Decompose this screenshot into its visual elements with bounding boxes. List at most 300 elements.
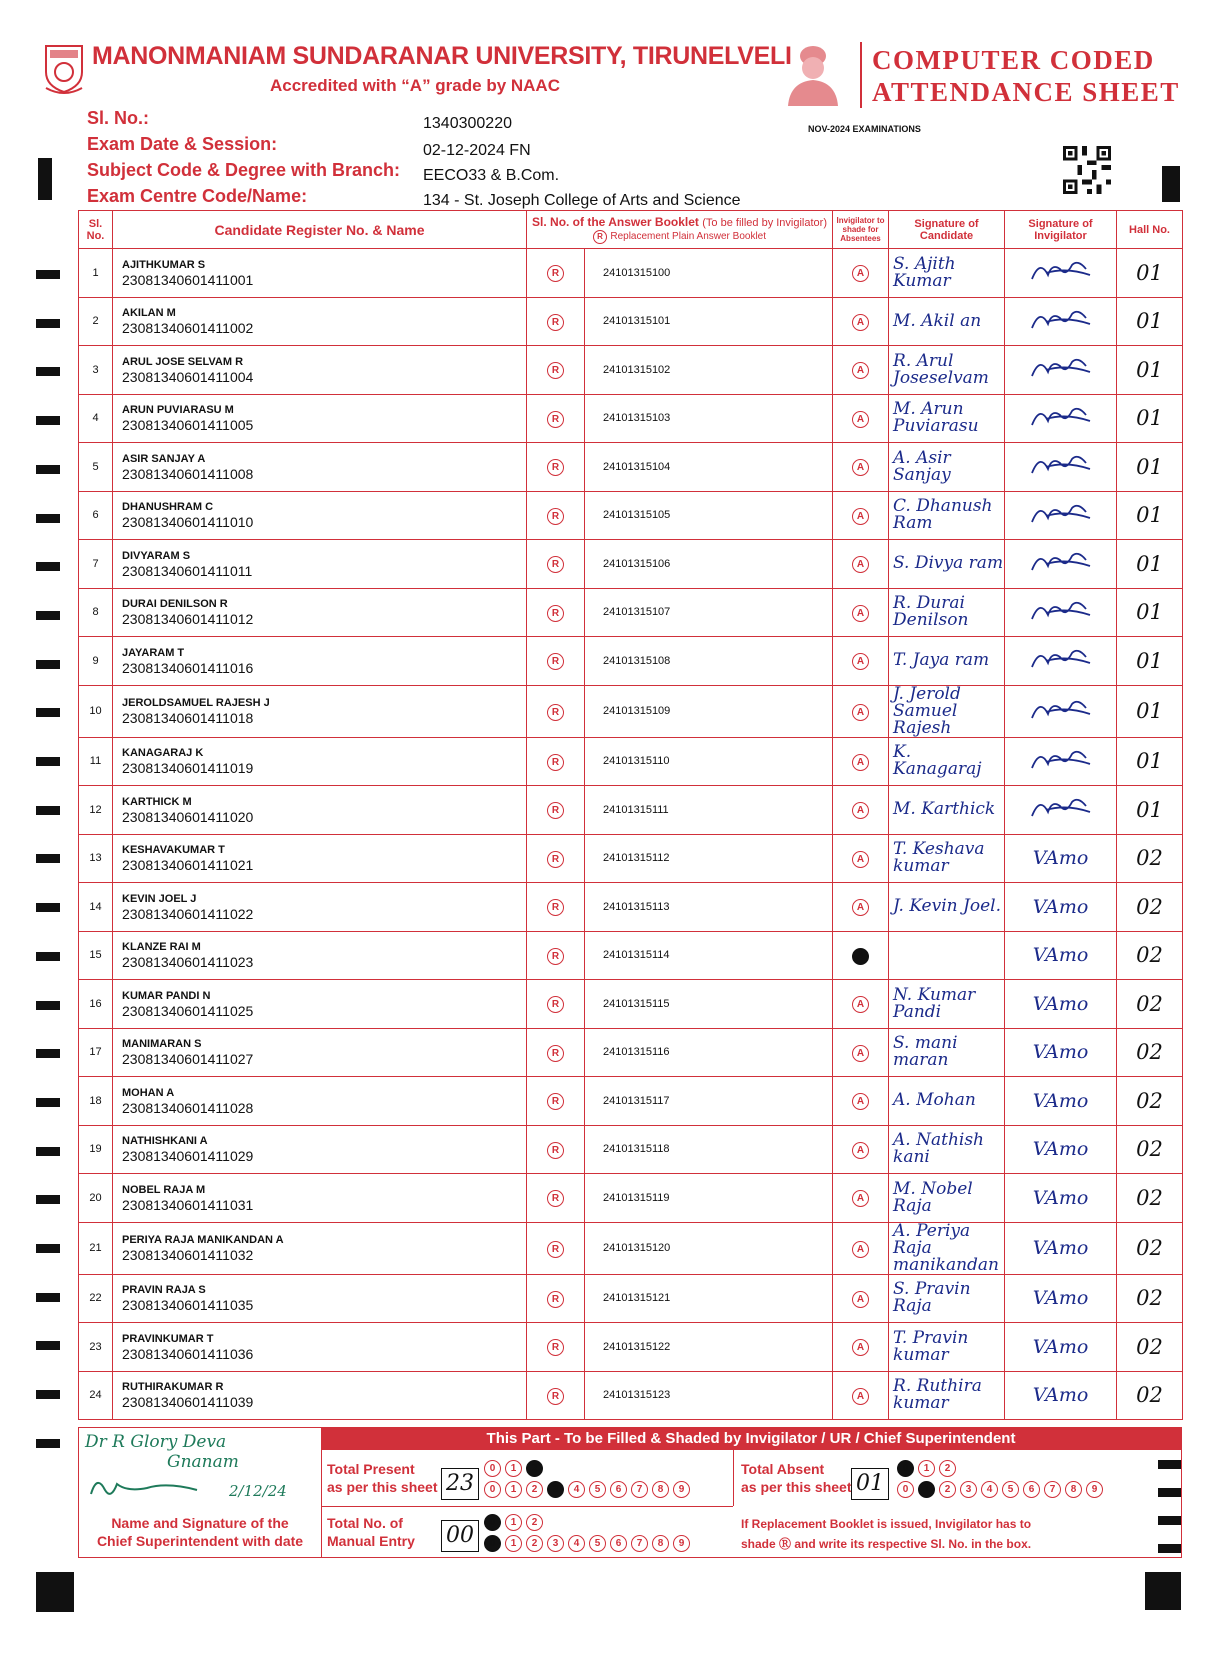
row-sl: 8 xyxy=(79,588,113,637)
register-number: 23081340601411023 xyxy=(122,954,254,971)
row-candidate xyxy=(113,685,527,737)
row-candidate xyxy=(113,346,527,395)
digit-bubble[interactable]: 2 xyxy=(526,1535,543,1552)
absent-bubble[interactable]: A xyxy=(852,1142,869,1159)
digit-bubble[interactable]: 7 xyxy=(631,1535,648,1552)
present-tens-bubbles xyxy=(484,1460,543,1477)
col-booklet-note: (To be filled by Invigilator) xyxy=(702,216,827,229)
replacement-bubble[interactable]: R xyxy=(547,653,564,670)
row-replacement xyxy=(527,883,585,932)
candidate-signature: R. Arul Joseselvam xyxy=(889,346,1005,395)
candidate-name: JAYARAM T xyxy=(122,646,185,659)
absent-bubble[interactable]: A xyxy=(852,996,869,1013)
absent-bubble[interactable]: A xyxy=(852,362,869,379)
replacement-note-line1: If Replacement Booklet is issued, Invigilator has to xyxy=(741,1517,1032,1531)
row-sl: 13 xyxy=(79,834,113,883)
timing-mark xyxy=(36,319,60,328)
row-candidate xyxy=(113,540,527,589)
university-logo xyxy=(42,42,86,96)
timing-mark xyxy=(1145,1572,1181,1610)
absent-bubble[interactable]: A xyxy=(852,653,869,670)
register-number: 23081340601411039 xyxy=(122,1394,254,1411)
row-sl: 22 xyxy=(79,1274,113,1323)
absent-bubble[interactable]: A xyxy=(852,459,869,476)
row-sl: 21 xyxy=(79,1222,113,1274)
present-label xyxy=(327,1460,438,1496)
digit-bubble[interactable]: 3 xyxy=(547,1481,564,1498)
row-candidate xyxy=(113,1174,527,1223)
candidate-name: DURAI DENILSON R xyxy=(122,598,228,611)
invigilator-signature-mark xyxy=(1026,608,1096,630)
row-sl: 4 xyxy=(79,394,113,443)
digit-bubble[interactable]: 2 xyxy=(526,1481,543,1498)
row-replacement xyxy=(527,737,585,786)
invigilator-signature-mark xyxy=(1026,462,1096,484)
register-number: 23081340601411021 xyxy=(122,857,254,874)
row-candidate xyxy=(113,297,527,346)
register-number: 23081340601411012 xyxy=(122,611,254,628)
candidate-signature: A. Mohan xyxy=(889,1077,1005,1126)
invigilator-signature-text: VAmo xyxy=(1032,1186,1089,1209)
timing-mark xyxy=(36,1341,60,1350)
digit-bubble[interactable]: 0 xyxy=(484,1514,501,1531)
invigilator-signature-text: VAmo xyxy=(1032,895,1089,918)
section-banner: This Part - To be Filled & Shaded by Invigilator / UR / Chief Superintendent xyxy=(321,1428,1181,1450)
booklet-number: 24101315120 xyxy=(585,1222,833,1274)
manual-units-bubbles xyxy=(484,1535,690,1552)
manual-label-line1: Total No. of xyxy=(327,1515,403,1531)
invigilator-signature-text: VAmo xyxy=(1032,1384,1089,1407)
absent-bubble[interactable]: A xyxy=(852,1190,869,1207)
row-replacement xyxy=(527,588,585,637)
absent-bubble[interactable]: A xyxy=(852,899,869,916)
absent-bubble[interactable]: A xyxy=(852,314,869,331)
row-absent xyxy=(833,737,889,786)
digit-bubble[interactable]: 4 xyxy=(568,1535,585,1552)
table-row xyxy=(79,491,1183,540)
manual-label-line2: Manual Entry xyxy=(327,1533,415,1549)
candidate-signature: S. Ajith Kumar xyxy=(889,249,1005,298)
manual-entry-box[interactable]: 00 xyxy=(441,1520,479,1552)
digit-bubble[interactable]: 1 xyxy=(505,1460,522,1477)
timing-mark xyxy=(36,854,60,863)
booklet-number: 24101315108 xyxy=(585,637,833,686)
absent-bubble[interactable]: A xyxy=(852,802,869,819)
invigilator-signature xyxy=(1005,1077,1117,1126)
invigilator-signature xyxy=(1005,685,1117,737)
invigilator-signature-mark xyxy=(1026,365,1096,387)
register-number: 23081340601411020 xyxy=(122,808,254,825)
row-candidate xyxy=(113,980,527,1029)
digit-bubble[interactable]: 2 xyxy=(939,1460,956,1477)
row-absent xyxy=(833,1222,889,1274)
absent-bubble[interactable]: A xyxy=(852,265,869,282)
table-row xyxy=(79,737,1183,786)
booklet-number: 24101315114 xyxy=(585,931,833,980)
candidate-signature: M. Arun Puviarasu xyxy=(889,394,1005,443)
replacement-bubble[interactable]: R xyxy=(547,508,564,525)
digit-bubble[interactable]: 1 xyxy=(505,1535,522,1552)
candidate-name: KESHAVAKUMAR T xyxy=(122,844,225,857)
booklet-number: 24101315104 xyxy=(585,443,833,492)
col-sig-invigilator: Signature of Invigilator xyxy=(1005,211,1117,249)
row-candidate xyxy=(113,491,527,540)
timing-mark xyxy=(36,806,60,815)
hall-number: 02 xyxy=(1117,1125,1183,1174)
timing-mark xyxy=(36,708,60,717)
table-row xyxy=(79,1028,1183,1077)
invigilator-signature xyxy=(1005,540,1117,589)
digit-bubble[interactable]: 1 xyxy=(505,1514,522,1531)
candidate-signature: R. Durai Denilson xyxy=(889,588,1005,637)
timing-mark xyxy=(36,1195,60,1204)
hall-number: 01 xyxy=(1117,443,1183,492)
timing-mark xyxy=(38,158,52,200)
invigilator-signature-text: VAmo xyxy=(1032,1335,1089,1358)
exam-session-tag: NOV-2024 EXAMINATIONS xyxy=(808,124,921,134)
row-sl: 15 xyxy=(79,931,113,980)
candidate-name: KEVIN JOEL J xyxy=(122,892,197,905)
present-count-box[interactable]: 23 xyxy=(441,1468,479,1500)
replacement-bubble[interactable]: R xyxy=(547,1093,564,1110)
timing-mark xyxy=(36,367,60,376)
exam-date-label: Exam Date & Session: xyxy=(87,134,278,154)
replacement-bubble[interactable]: R xyxy=(547,411,564,428)
booklet-number: 24101315103 xyxy=(585,394,833,443)
table-row xyxy=(79,297,1183,346)
timing-mark xyxy=(36,1244,60,1253)
replacement-bubble[interactable]: R xyxy=(547,704,564,721)
absent-bubble[interactable]: A xyxy=(852,508,869,525)
invigilator-signature-text: VAmo xyxy=(1032,944,1089,967)
candidate-signature: R. Ruthira kumar xyxy=(889,1371,1005,1420)
candidate-name: MANIMARAN S xyxy=(122,1038,202,1051)
table-row xyxy=(79,1323,1183,1372)
replacement-bubble[interactable]: R xyxy=(547,754,564,771)
replacement-bubble[interactable]: R xyxy=(547,1190,564,1207)
candidate-signature: N. Kumar Pandi xyxy=(889,980,1005,1029)
invigilator-signature-text: VAmo xyxy=(1032,992,1089,1015)
replacement-bubble[interactable]: R xyxy=(547,265,564,282)
row-absent xyxy=(833,834,889,883)
table-row xyxy=(79,540,1183,589)
row-sl: 1 xyxy=(79,249,113,298)
row-candidate xyxy=(113,394,527,443)
centre-value: 134 - St. Joseph College of Arts and Science xyxy=(423,192,741,209)
candidate-signature: S. mani maran xyxy=(889,1028,1005,1077)
replacement-bubble[interactable]: R xyxy=(547,1388,564,1405)
row-replacement xyxy=(527,1125,585,1174)
replacement-bubble[interactable]: R xyxy=(547,605,564,622)
hall-number: 02 xyxy=(1117,1274,1183,1323)
booklet-number: 24101315118 xyxy=(585,1125,833,1174)
row-absent xyxy=(833,1077,889,1126)
candidate-signature: M. Akil an xyxy=(889,297,1005,346)
hall-number: 02 xyxy=(1117,883,1183,932)
col-booklet xyxy=(527,211,833,249)
replacement-bubble[interactable]: R xyxy=(547,556,564,573)
candidate-signature: T. Jaya ram xyxy=(889,637,1005,686)
manual-entry-label xyxy=(327,1514,415,1550)
row-replacement xyxy=(527,540,585,589)
row-candidate xyxy=(113,786,527,835)
row-sl: 7 xyxy=(79,540,113,589)
divider xyxy=(733,1450,734,1506)
absent-label-line1: Total Absent xyxy=(741,1461,825,1477)
row-replacement xyxy=(527,1174,585,1223)
booklet-number: 24101315119 xyxy=(585,1174,833,1223)
replacement-bubble[interactable]: R xyxy=(547,314,564,331)
booklet-number: 24101315110 xyxy=(585,737,833,786)
invigilator-signature-text: VAmo xyxy=(1032,847,1089,870)
absent-bubble[interactable]: A xyxy=(852,1339,869,1356)
table-row xyxy=(79,1174,1183,1223)
register-number: 23081340601411011 xyxy=(122,562,253,579)
candidate-signature: M. Nobel Raja xyxy=(889,1174,1005,1223)
digit-bubble[interactable]: 1 xyxy=(918,1460,935,1477)
timing-mark xyxy=(1162,166,1180,202)
invigilator-signature xyxy=(1005,249,1117,298)
digit-bubble[interactable]: 9 xyxy=(673,1481,690,1498)
digit-bubble[interactable]: 5 xyxy=(1002,1481,1019,1498)
invigilator-signature-mark xyxy=(1026,757,1096,779)
present-label-line1: Total Present xyxy=(327,1461,415,1477)
table-row xyxy=(79,786,1183,835)
hall-number: 01 xyxy=(1117,491,1183,540)
register-number: 23081340601411016 xyxy=(122,659,254,676)
invigilator-signature xyxy=(1005,786,1117,835)
row-replacement xyxy=(527,1028,585,1077)
candidate-name: NATHISHKANI A xyxy=(122,1135,208,1148)
candidate-signature: M. Karthick xyxy=(889,786,1005,835)
absent-bubble[interactable]: A xyxy=(852,1388,869,1405)
digit-bubble[interactable]: 8 xyxy=(652,1535,669,1552)
register-number: 23081340601411032 xyxy=(122,1247,254,1263)
timing-mark xyxy=(36,270,60,279)
timing-mark xyxy=(36,562,60,571)
candidate-signature: A. Nathish kani xyxy=(889,1125,1005,1174)
hall-number: 01 xyxy=(1117,786,1183,835)
candidate-name: DHANUSHRAM C xyxy=(122,501,214,514)
absent-count-box[interactable]: 01 xyxy=(851,1468,889,1500)
invigilator-signature-text: VAmo xyxy=(1032,1287,1089,1310)
absent-bubble[interactable]: A xyxy=(852,411,869,428)
invigilator-signature xyxy=(1005,834,1117,883)
replacement-bubble[interactable]: R xyxy=(547,1045,564,1062)
col-hall: Hall No. xyxy=(1117,211,1183,249)
booklet-number: 24101315101 xyxy=(585,297,833,346)
absent-bubble[interactable]: A xyxy=(852,704,869,721)
row-absent xyxy=(833,980,889,1029)
replacement-bubble[interactable]: R xyxy=(547,1291,564,1308)
replacement-bubble[interactable]: R xyxy=(547,1241,564,1258)
absent-bubble[interactable]: A xyxy=(852,948,869,965)
absent-tens-bubbles xyxy=(897,1460,956,1477)
timing-mark xyxy=(36,1147,60,1156)
invigilator-signature-text: VAmo xyxy=(1032,1138,1089,1161)
invigilator-signature-mark xyxy=(1026,511,1096,533)
candidate-signature: J. Jerold Samuel Rajesh xyxy=(889,685,1005,737)
table-row xyxy=(79,1371,1183,1420)
table-row xyxy=(79,685,1183,737)
row-candidate xyxy=(113,588,527,637)
row-replacement xyxy=(527,786,585,835)
digit-bubble[interactable]: 0 xyxy=(484,1460,501,1477)
centre-label: Exam Centre Code/Name: xyxy=(87,186,308,206)
table-row xyxy=(79,1125,1183,1174)
replacement-bubble[interactable]: R xyxy=(547,1142,564,1159)
table-row xyxy=(79,1222,1183,1274)
absent-bubble[interactable]: A xyxy=(852,1093,869,1110)
row-candidate xyxy=(113,249,527,298)
replacement-bubble[interactable]: R xyxy=(547,802,564,819)
row-candidate xyxy=(113,637,527,686)
timing-mark xyxy=(36,611,60,620)
row-candidate xyxy=(113,1274,527,1323)
digit-bubble[interactable]: 5 xyxy=(589,1481,606,1498)
candidate-name: ASIR SANJAY A xyxy=(122,452,206,465)
hall-number: 01 xyxy=(1117,346,1183,395)
invigilator-signature xyxy=(1005,1222,1117,1274)
row-sl: 3 xyxy=(79,346,113,395)
col-absent: Invigilator to shade for Absentees xyxy=(833,211,889,249)
absent-bubble[interactable]: A xyxy=(852,851,869,868)
absent-bubble[interactable]: A xyxy=(852,556,869,573)
sheet-title xyxy=(872,44,1180,108)
hall-number: 01 xyxy=(1117,637,1183,686)
digit-bubble[interactable]: 1 xyxy=(918,1481,935,1498)
row-sl: 18 xyxy=(79,1077,113,1126)
candidate-name: KLANZE RAI M xyxy=(122,941,201,954)
invigilator-signature xyxy=(1005,297,1117,346)
row-sl: 5 xyxy=(79,443,113,492)
row-candidate xyxy=(113,1077,527,1126)
invigilator-signature-mark xyxy=(1026,559,1096,581)
hall-number: 02 xyxy=(1117,1077,1183,1126)
col-booklet-label: Sl. No. of the Answer Booklet xyxy=(532,214,699,229)
invigilator-signature-text: VAmo xyxy=(1032,1089,1089,1112)
replacement-bubble[interactable]: R xyxy=(547,851,564,868)
hall-number: 02 xyxy=(1117,1174,1183,1223)
sheet-title-line1: COMPUTER CODED xyxy=(872,45,1155,75)
row-sl: 19 xyxy=(79,1125,113,1174)
manual-tens-bubbles xyxy=(484,1514,543,1531)
absent-bubble[interactable]: A xyxy=(852,605,869,622)
timing-mark xyxy=(36,1572,74,1612)
replacement-bubble[interactable]: R xyxy=(547,899,564,916)
row-absent xyxy=(833,249,889,298)
digit-bubble[interactable]: 1 xyxy=(505,1481,522,1498)
cs-date: 2/12/24 xyxy=(229,1482,287,1500)
subject-value: EECO33 & B.Com. xyxy=(423,167,560,184)
row-candidate xyxy=(113,1371,527,1420)
digit-bubble[interactable]: 4 xyxy=(568,1481,585,1498)
digit-bubble[interactable]: 0 xyxy=(484,1535,501,1552)
digit-bubble[interactable]: 2 xyxy=(526,1460,543,1477)
row-absent xyxy=(833,1174,889,1223)
digit-bubble[interactable]: 7 xyxy=(1044,1481,1061,1498)
digit-bubble[interactable]: 8 xyxy=(652,1481,669,1498)
table-row xyxy=(79,834,1183,883)
register-number: 23081340601411004 xyxy=(122,368,254,385)
invigilator-signature xyxy=(1005,980,1117,1029)
invigilator-signature xyxy=(1005,1125,1117,1174)
candidate-name: KUMAR PANDI N xyxy=(122,989,211,1002)
row-replacement xyxy=(527,443,585,492)
row-absent xyxy=(833,685,889,737)
replacement-bubble[interactable]: R xyxy=(547,362,564,379)
register-number: 23081340601411008 xyxy=(122,465,254,482)
absent-label xyxy=(741,1460,852,1496)
booklet-number: 24101315106 xyxy=(585,540,833,589)
invigilator-signature xyxy=(1005,1371,1117,1420)
absent-bubble[interactable]: A xyxy=(852,754,869,771)
candidate-name: MOHAN A xyxy=(122,1086,175,1099)
table-header-row xyxy=(79,211,1183,249)
digit-bubble[interactable]: 0 xyxy=(897,1460,914,1477)
replacement-bubble[interactable]: R xyxy=(547,948,564,965)
replacement-bubble[interactable]: R xyxy=(547,1339,564,1356)
row-absent xyxy=(833,394,889,443)
digit-bubble[interactable]: 4 xyxy=(981,1481,998,1498)
digit-bubble[interactable]: 0 xyxy=(484,1481,501,1498)
replacement-bubble[interactable]: R xyxy=(547,996,564,1013)
absent-bubble[interactable]: A xyxy=(852,1045,869,1062)
present-label-line2: as per this sheet xyxy=(327,1479,438,1495)
row-absent xyxy=(833,491,889,540)
digit-bubble[interactable]: 6 xyxy=(610,1481,627,1498)
row-absent xyxy=(833,297,889,346)
register-number: 23081340601411028 xyxy=(122,1099,254,1116)
digit-bubble[interactable]: 2 xyxy=(939,1481,956,1498)
register-number: 23081340601411029 xyxy=(122,1148,254,1165)
digit-bubble[interactable]: 0 xyxy=(897,1481,914,1498)
replacement-bubble[interactable]: R xyxy=(547,459,564,476)
digit-bubble[interactable]: 3 xyxy=(960,1481,977,1498)
invigilator-signature xyxy=(1005,1323,1117,1372)
digit-bubble[interactable]: 7 xyxy=(631,1481,648,1498)
timing-mark xyxy=(36,1293,60,1302)
row-candidate xyxy=(113,883,527,932)
candidate-name: ARUN PUVIARASU M xyxy=(122,404,234,417)
candidate-signature: S. Divya ram xyxy=(889,540,1005,589)
absent-bubble[interactable]: A xyxy=(852,1241,869,1258)
absent-bubble[interactable]: A xyxy=(852,1291,869,1308)
row-absent xyxy=(833,1125,889,1174)
digit-bubble[interactable]: 9 xyxy=(1086,1481,1103,1498)
timing-mark xyxy=(36,952,60,961)
digit-bubble[interactable]: 3 xyxy=(547,1535,564,1552)
register-number: 23081340601411031 xyxy=(122,1196,254,1213)
invigilator-signature-mark xyxy=(1026,707,1096,729)
row-absent xyxy=(833,637,889,686)
sl-no-value: 1340300220 xyxy=(423,115,512,132)
register-number: 23081340601411018 xyxy=(122,710,254,726)
digit-bubble[interactable]: 2 xyxy=(526,1514,543,1531)
table-row xyxy=(79,1274,1183,1323)
digit-bubble[interactable]: 8 xyxy=(1065,1481,1082,1498)
invigilator-signature xyxy=(1005,1274,1117,1323)
candidate-signature xyxy=(889,931,1005,980)
digit-bubble[interactable]: 6 xyxy=(1023,1481,1040,1498)
digit-bubble[interactable]: 6 xyxy=(610,1535,627,1552)
exam-date-value: 02-12-2024 FN xyxy=(423,142,531,159)
digit-bubble[interactable]: 9 xyxy=(673,1535,690,1552)
table-row xyxy=(79,883,1183,932)
digit-bubble[interactable]: 5 xyxy=(589,1535,606,1552)
col-sig-candidate: Signature of Candidate xyxy=(889,211,1005,249)
row-candidate xyxy=(113,1323,527,1372)
